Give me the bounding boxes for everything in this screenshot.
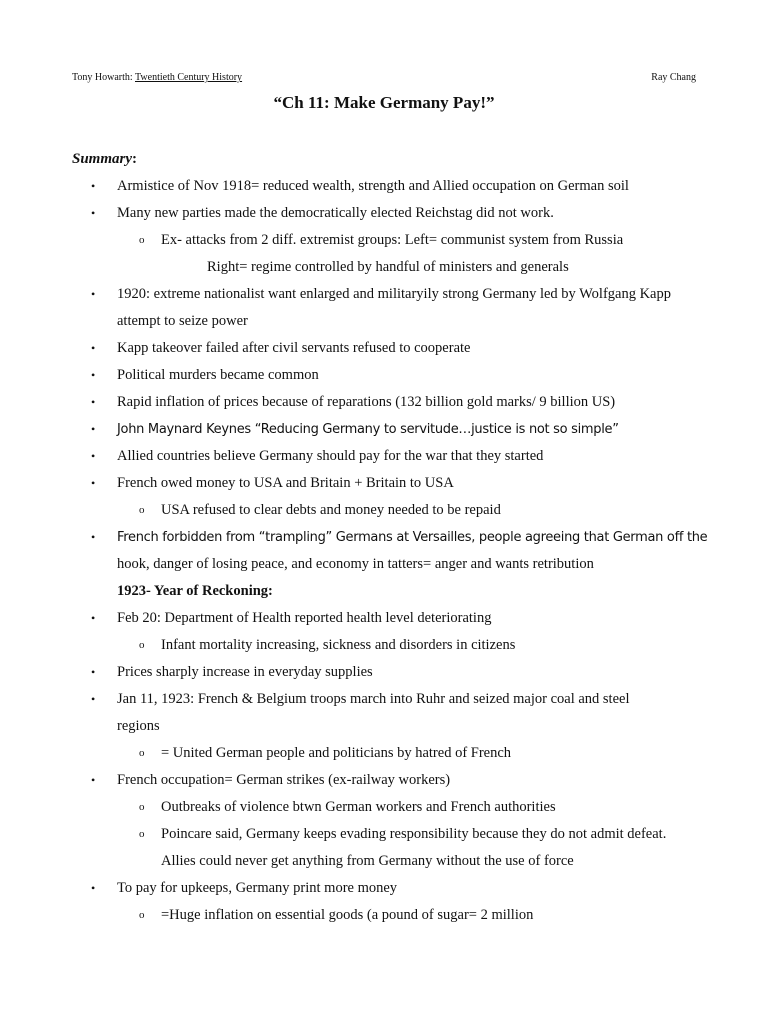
list-item [0,686,768,713]
list-item-continuation [0,551,768,578]
summary-colon: : [132,151,138,167]
list-item-text: Armistice of Nov 1918= reduced wealth, strength and Allied occupation on German soil [117,178,629,194]
list-item [0,659,768,686]
list-item-text: Prices sharply increase in everyday supplies [117,664,373,680]
sub-bullet-icon: o [139,747,145,759]
sub-bullet-icon: o [139,234,145,246]
sub-list-item-continuation [0,848,768,875]
list-item [0,362,768,389]
list-item [0,524,768,551]
list-item-text: hook, danger of losing peace, and economy in tatters= anger and wants retribution [117,556,594,572]
list-item [0,389,768,416]
list-item [0,605,768,632]
list-item [0,281,768,308]
bullet-icon: • [91,341,96,355]
list-item-text: Many new parties made the democratically elected Reichstag did not work. [117,205,554,221]
list-item [0,767,768,794]
list-item-text: John Maynard Keynes “Reducing Germany to servitude…justice is not so simple” [117,422,619,437]
list-item-continuation [0,308,768,335]
summary-list [0,173,768,929]
sub-list-item [0,740,768,767]
list-item-text: French occupation= German strikes (ex-railway workers) [117,772,451,788]
section-heading-text: 1923- Year of Reckoning: [117,583,273,599]
list-item-text: French forbidden from “trampling” Germans at Versailles, people agreeing that German off the [117,530,708,545]
bullet-icon: • [91,881,96,895]
sub-list-item [0,632,768,659]
bullet-icon: • [91,395,96,409]
header-book-title: Twentieth Century History [135,72,243,83]
list-item-text: regions [117,718,160,734]
list-item [0,470,768,497]
list-item-text: Feb 20: Department of Health reported health level deteriorating [117,610,492,626]
list-item-text: Rapid inflation of prices because of reparations (132 billion gold marks/ 9 billion US) [117,394,616,410]
list-item [0,335,768,362]
bullet-icon: • [91,368,96,382]
bullet-icon: • [91,422,96,436]
list-item-text: Kapp takeover failed after civil servants refused to cooperate [117,340,471,356]
sub-list-item [0,794,768,821]
list-item [0,875,768,902]
sub-bullet-icon: o [139,828,145,840]
header-author: Tony Howarth: [72,72,135,83]
bullet-icon: • [91,449,96,463]
bullet-icon: • [91,692,96,706]
sub-list-item [0,821,768,848]
sub-bullet-icon: o [139,909,145,921]
bullet-icon: • [91,206,96,220]
sub-list-item-text: Right= regime controlled by handful of ministers and generals [207,259,569,275]
sub-list-item-text: Infant mortality increasing, sickness and disorders in citizens [161,637,516,653]
bullet-icon: • [91,287,96,301]
list-item-continuation [0,713,768,740]
bullet-icon: • [91,530,96,544]
summary-heading [72,151,137,168]
sub-list-item-text: = United German people and politicians by hatred of French [161,745,512,761]
sub-list-item-text: Ex- attacks from 2 diff. extremist groups: Left= communist system from Russia [161,232,624,248]
sub-bullet-icon: o [139,504,145,516]
sub-bullet-icon: o [139,639,145,651]
list-item-text: 1920: extreme nationalist want enlarged and militaryily strong Germany led by Wolfgang Kapp [117,286,671,302]
sub-list-item-text: USA refused to clear debts and money needed to be repaid [161,502,501,518]
list-item-text: French owed money to USA and Britain + Britain to USA [117,475,454,491]
list-item [0,200,768,227]
sub-list-item-text: Poincare said, Germany keeps evading responsibility because they do not admit defeat. [161,826,667,842]
sub-list-item-text: Allies could never get anything from Germany without the use of force [161,853,574,869]
list-item-text: Allied countries believe Germany should pay for the war that they started [117,448,544,464]
bullet-icon: • [91,476,96,490]
list-item-text: Jan 11, 1923: French & Belgium troops march into Ruhr and seized major coal and steel [117,691,630,707]
bullet-icon: • [91,179,96,193]
sub-list-item-continuation [0,254,768,281]
list-item-text: attempt to seize power [117,313,248,329]
sub-list-item-text: =Huge inflation on essential goods (a pound of sugar= 2 million [161,907,534,923]
summary-label: Summary [72,151,133,167]
document-title: “Ch 11: Make Germany Pay!” [273,93,495,112]
page-header [72,72,696,86]
sub-list-item [0,497,768,524]
sub-list-item-text: Outbreaks of violence btwn German workers and French authorities [161,799,556,815]
list-item-text: To pay for upkeeps, Germany print more money [117,880,398,896]
bullet-icon: • [91,611,96,625]
header-student-name: Ray Chang [651,72,696,83]
sub-list-item [0,227,768,254]
list-item [0,173,768,200]
sub-list-item [0,902,768,929]
header-citation [72,72,242,83]
section-heading [0,578,768,605]
list-item [0,443,768,470]
list-item-text: Political murders became common [117,367,319,383]
sub-bullet-icon: o [139,801,145,813]
bullet-icon: • [91,773,96,787]
list-item [0,416,768,443]
bullet-icon: • [91,665,96,679]
